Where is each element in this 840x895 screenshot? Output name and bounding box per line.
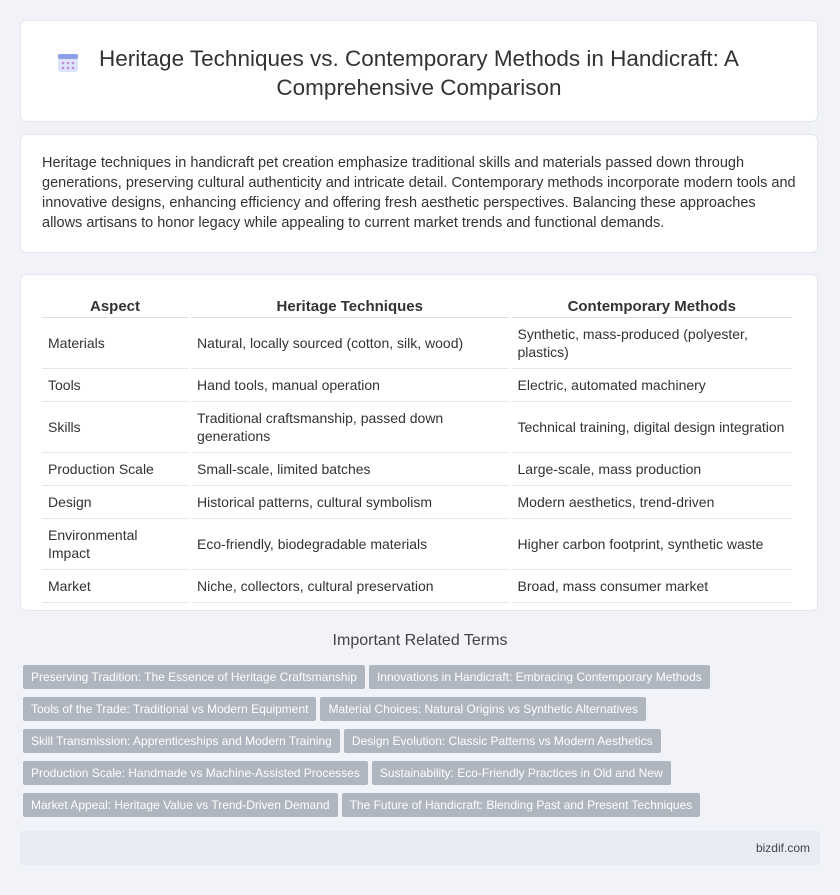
title-card <box>20 20 818 122</box>
related-terms-list <box>23 665 823 825</box>
tag-row <box>23 665 823 697</box>
cell-heritage: Small-scale, limited batches <box>191 453 508 486</box>
table-row <box>42 570 792 603</box>
related-term-tag[interactable]: Tools of the Trade: Traditional vs Modern Equipment <box>23 697 316 721</box>
tag-row <box>23 761 823 793</box>
related-term-tag[interactable]: The Future of Handicraft: Blending Past and Present Techniques <box>342 793 701 817</box>
table-row <box>42 486 792 519</box>
table-row <box>42 318 792 369</box>
tag-row <box>23 793 823 825</box>
related-term-tag[interactable]: Preserving Tradition: The Essence of Heritage Craftsmanship <box>23 665 365 689</box>
related-term-tag[interactable]: Skill Transmission: Apprenticeships and Modern Training <box>23 729 340 753</box>
cell-heritage: Natural, locally sourced (cotton, silk, wood) <box>191 318 508 369</box>
cell-contemporary: Modern aesthetics, trend-driven <box>512 486 793 519</box>
table-row <box>42 453 792 486</box>
related-term-tag[interactable]: Innovations in Handicraft: Embracing Contemporary Methods <box>369 665 710 689</box>
title-wrap <box>21 44 817 102</box>
cell-heritage: Historical patterns, cultural symbolism <box>191 486 508 519</box>
table-header-row <box>42 293 792 318</box>
header-contemporary: Contemporary Methods <box>512 293 793 318</box>
cell-aspect: Environmental Impact <box>42 519 188 570</box>
table-row <box>42 519 792 570</box>
related-term-tag[interactable]: Production Scale: Handmade vs Machine-Assisted Processes <box>23 761 368 785</box>
calendar-icon <box>57 51 79 73</box>
cell-aspect: Design <box>42 486 188 519</box>
intro-paragraph: Heritage techniques in handicraft pet creation emphasize traditional skills and materials passed down through generations, preserving cultural authenticity and intricate detail. Contemporary methods incorporate modern tools and innovative designs, enhancing efficiency and offering fresh aesthetic perspectives. Balancing these approaches allows artisans to honor legacy while appealing to current market trends and functional demands. <box>42 155 796 231</box>
table-row <box>42 402 792 453</box>
related-terms-title: Important Related Terms <box>332 632 508 649</box>
cell-contemporary: Large-scale, mass production <box>512 453 793 486</box>
cell-contemporary: Higher carbon footprint, synthetic waste <box>512 519 793 570</box>
cell-heritage: Hand tools, manual operation <box>191 369 508 402</box>
cell-aspect: Skills <box>42 402 188 453</box>
cell-contemporary: Synthetic, mass-produced (polyester, plastics) <box>512 318 793 369</box>
related-term-tag[interactable]: Material Choices: Natural Origins vs Synthetic Alternatives <box>320 697 645 721</box>
cell-aspect: Materials <box>42 318 188 369</box>
header-heritage: Heritage Techniques <box>191 293 508 318</box>
comparison-card <box>20 274 818 611</box>
related-term-tag[interactable]: Design Evolution: Classic Patterns vs Modern Aesthetics <box>344 729 661 753</box>
tag-row <box>23 729 823 761</box>
cell-aspect: Tools <box>42 369 188 402</box>
cell-contemporary: Electric, automated machinery <box>512 369 793 402</box>
tag-row <box>23 697 823 729</box>
cell-heritage: Traditional craftsmanship, passed down generations <box>191 402 508 453</box>
cell-aspect: Production Scale <box>42 453 188 486</box>
footer-site-link[interactable]: bizdif.com <box>755 841 810 855</box>
cell-contemporary: Technical training, digital design integration <box>512 402 793 453</box>
table-row <box>42 369 792 402</box>
page-title: Heritage Techniques vs. Contemporary Methods in Handicraft: A Comprehensive Comparison <box>99 46 739 100</box>
cell-aspect: Market <box>42 570 188 603</box>
related-term-tag[interactable]: Sustainability: Eco-Friendly Practices in Old and New <box>372 761 671 785</box>
intro-card <box>20 134 818 253</box>
header-aspect: Aspect <box>42 293 188 318</box>
cell-heritage: Niche, collectors, cultural preservation <box>191 570 508 603</box>
cell-contemporary: Broad, mass consumer market <box>512 570 793 603</box>
footer <box>20 831 820 865</box>
comparison-table <box>39 293 795 603</box>
cell-heritage: Eco-friendly, biodegradable materials <box>191 519 508 570</box>
related-term-tag[interactable]: Market Appeal: Heritage Value vs Trend-Driven Demand <box>23 793 338 817</box>
